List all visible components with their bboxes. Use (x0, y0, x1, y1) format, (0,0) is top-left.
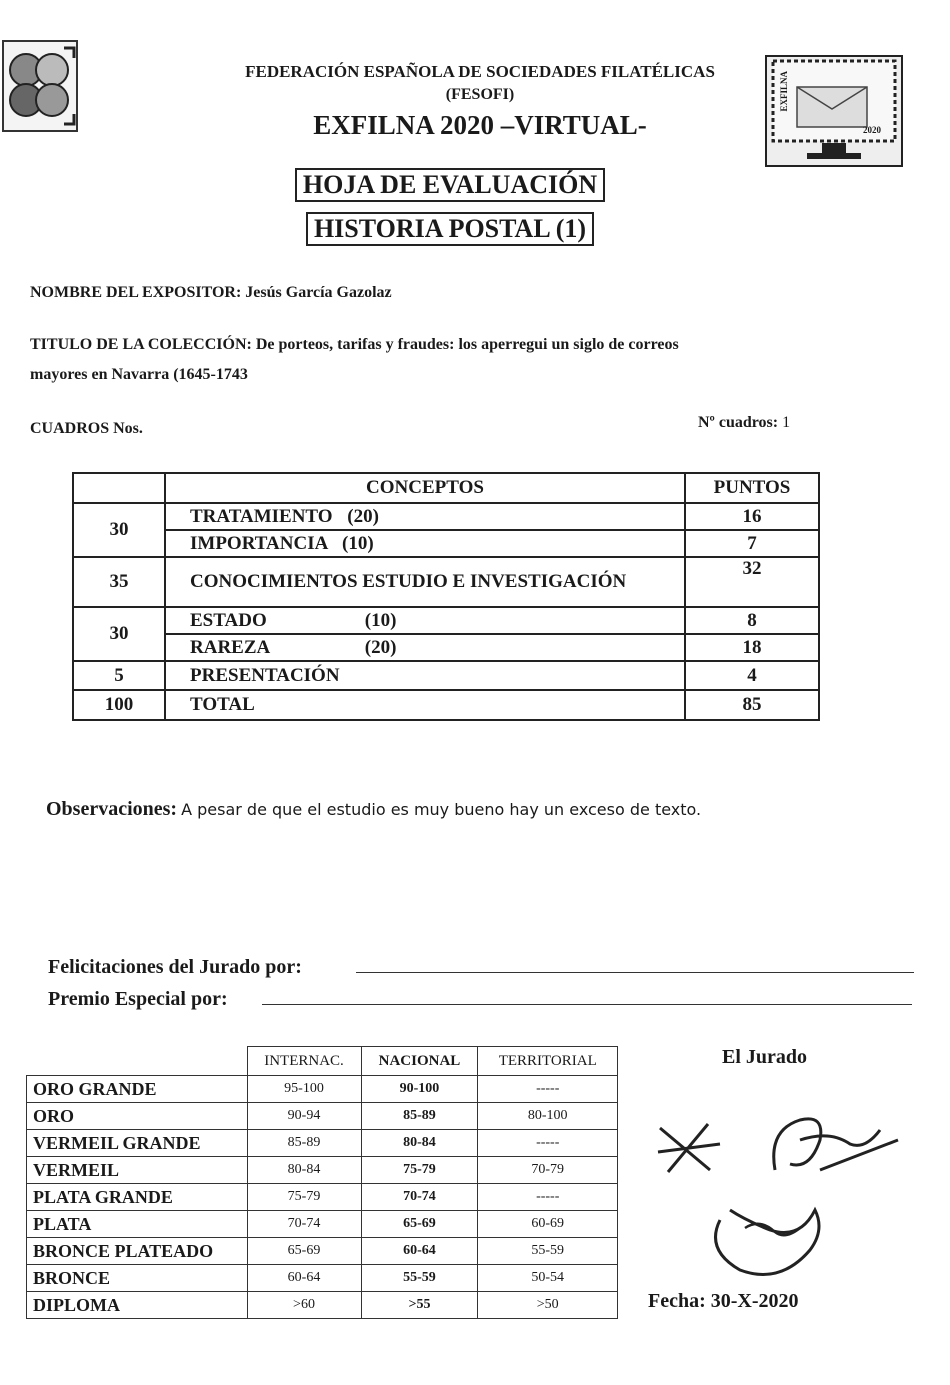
congrats-label: Felicitaciones del Jurado por: (48, 956, 302, 978)
table-row (73, 634, 819, 661)
exhibitor-row (30, 284, 392, 302)
table-row (27, 1265, 618, 1292)
num-frames-value: 1 (782, 414, 791, 431)
award-territorial: 70-79 (478, 1157, 618, 1184)
num-frames-label: Nº cuadros: (698, 414, 779, 431)
award-level: BRONCE PLATEADO (27, 1238, 248, 1265)
table-row (27, 1130, 618, 1157)
observations (46, 798, 906, 821)
table-row (27, 1211, 618, 1238)
evaluation-table (72, 472, 820, 721)
total-points-cell: 85 (685, 690, 819, 720)
logo-text-year: 2020 (863, 125, 881, 135)
table-row (27, 1157, 618, 1184)
jury-signatures (650, 1100, 920, 1290)
max-points-cell: 30 (73, 503, 165, 557)
frames-label: CUADROS Nos. (30, 420, 143, 437)
special-prize-line (262, 1004, 912, 1005)
award-internac: 80-84 (247, 1157, 361, 1184)
concept-sub: (10) (364, 609, 397, 631)
award-internac: 70-74 (247, 1211, 361, 1238)
concept-cell (165, 607, 685, 634)
collection-label: TITULO DE LA COLECCIÓN: (30, 336, 252, 353)
award-internac: >60 (247, 1292, 361, 1319)
points-cell: 18 (685, 634, 819, 661)
award-internac: 85-89 (247, 1130, 361, 1157)
table-row (27, 1184, 618, 1211)
award-territorial: 80-100 (478, 1103, 618, 1130)
jury-label: El Jurado (722, 1046, 808, 1068)
concept-label: TRATAMIENTO (190, 505, 333, 527)
points-cell: 32 (685, 557, 819, 607)
exfilna-logo (765, 55, 903, 167)
observations-text: A pesar de que el estudio es muy bueno hay un exceso de texto. (181, 800, 702, 819)
category-title: HISTORIA POSTAL (1) (306, 212, 594, 246)
award-territorial: >50 (478, 1292, 618, 1319)
award-nacional: 75-79 (361, 1157, 478, 1184)
special-prize-label: Premio Especial por: (48, 988, 228, 1010)
date-value: 30-X-2020 (710, 1290, 799, 1312)
collection-value-line1: De porteos, tarifas y fraudes: los aperregui un siglo de correos (255, 336, 679, 353)
award-internac: 95-100 (247, 1076, 361, 1103)
awards-header-nacional: NACIONAL (361, 1047, 478, 1076)
award-territorial: 55-59 (478, 1238, 618, 1265)
fesofi-logo (2, 40, 78, 132)
evaluation-header-row (73, 473, 819, 503)
points-cell: 8 (685, 607, 819, 634)
concept-label: ESTADO (190, 609, 267, 631)
max-points-cell: 30 (73, 607, 165, 661)
points-header: PUNTOS (685, 473, 819, 503)
award-nacional: 55-59 (361, 1265, 478, 1292)
concept-cell (165, 634, 685, 661)
concept-cell: PRESENTACIÓN (165, 661, 685, 690)
award-level: PLATA GRANDE (27, 1184, 248, 1211)
observations-label: Observaciones: (46, 798, 178, 820)
event-title: EXFILNA 2020 –VIRTUAL- (313, 110, 647, 140)
points-cell: 7 (685, 530, 819, 557)
awards-header-internac: INTERNAC. (247, 1047, 361, 1076)
awards-corner (27, 1047, 248, 1076)
award-nacional: 85-89 (361, 1103, 478, 1130)
date-row (648, 1290, 799, 1313)
exhibitor-value: Jesús García Gazolaz (245, 284, 392, 301)
date-label: Fecha: (648, 1290, 706, 1312)
logo-text-vertical: EXFILNA (779, 71, 789, 112)
award-nacional: 70-74 (361, 1184, 478, 1211)
award-nacional: 60-64 (361, 1238, 478, 1265)
concept-label: RAREZA (190, 636, 271, 658)
award-territorial: ----- (478, 1184, 618, 1211)
concept-cell (165, 503, 685, 530)
exhibitor-label: NOMBRE DEL EXPOSITOR: (30, 284, 242, 301)
table-row (73, 661, 819, 690)
max-header-cell (73, 473, 165, 503)
table-row (27, 1292, 618, 1319)
total-row (73, 690, 819, 720)
federation-name: FEDERACIÓN ESPAÑOLA DE SOCIEDADES FILATÉLICAS (245, 62, 715, 81)
collection-value-line2: mayores en Navarra (1645-1743 (30, 366, 248, 383)
table-row (73, 557, 819, 607)
award-level: BRONCE (27, 1265, 248, 1292)
award-internac: 65-69 (247, 1238, 361, 1265)
award-internac: 60-64 (247, 1265, 361, 1292)
max-points-cell: 35 (73, 557, 165, 607)
concept-sub: (10) (342, 532, 374, 554)
award-nacional: 90-100 (361, 1076, 478, 1103)
award-level: VERMEIL (27, 1157, 248, 1184)
table-row (73, 530, 819, 557)
awards-header-row (27, 1047, 618, 1076)
award-territorial: 50-54 (478, 1265, 618, 1292)
num-frames (698, 414, 790, 432)
collection-row (30, 336, 890, 354)
award-internac: 90-94 (247, 1103, 361, 1130)
award-nacional: >55 (361, 1292, 478, 1319)
max-points-cell: 100 (73, 690, 165, 720)
award-territorial: ----- (478, 1076, 618, 1103)
concept-cell: TOTAL (165, 690, 685, 720)
awards-header-territorial: TERRITORIAL (478, 1047, 618, 1076)
table-row (73, 607, 819, 634)
federation-acronym: (FESOFI) (445, 86, 515, 103)
table-row (27, 1076, 618, 1103)
concept-sub: (20) (347, 505, 379, 527)
award-level: PLATA (27, 1211, 248, 1238)
congrats-line (356, 972, 914, 973)
award-nacional: 80-84 (361, 1130, 478, 1157)
concepts-header: CONCEPTOS (165, 473, 685, 503)
awards-table (26, 1046, 618, 1319)
award-internac: 75-79 (247, 1184, 361, 1211)
points-cell: 16 (685, 503, 819, 530)
award-level: DIPLOMA (27, 1292, 248, 1319)
concept-cell (165, 530, 685, 557)
award-level: ORO GRANDE (27, 1076, 248, 1103)
concept-cell: CONOCIMIENTOS ESTUDIO E INVESTIGACIÓN (165, 557, 685, 607)
award-level: ORO (27, 1103, 248, 1130)
concept-sub: (20) (364, 636, 397, 658)
award-nacional: 65-69 (361, 1211, 478, 1238)
table-row (73, 503, 819, 530)
points-cell: 4 (685, 661, 819, 690)
concept-label: IMPORTANCIA (190, 532, 328, 554)
table-row (27, 1238, 618, 1265)
award-level: VERMEIL GRANDE (27, 1130, 248, 1157)
table-row (27, 1103, 618, 1130)
max-points-cell: 5 (73, 661, 165, 690)
award-territorial: ----- (478, 1130, 618, 1157)
sheet-title: HOJA DE EVALUACIÓN (295, 168, 605, 202)
award-territorial: 60-69 (478, 1211, 618, 1238)
